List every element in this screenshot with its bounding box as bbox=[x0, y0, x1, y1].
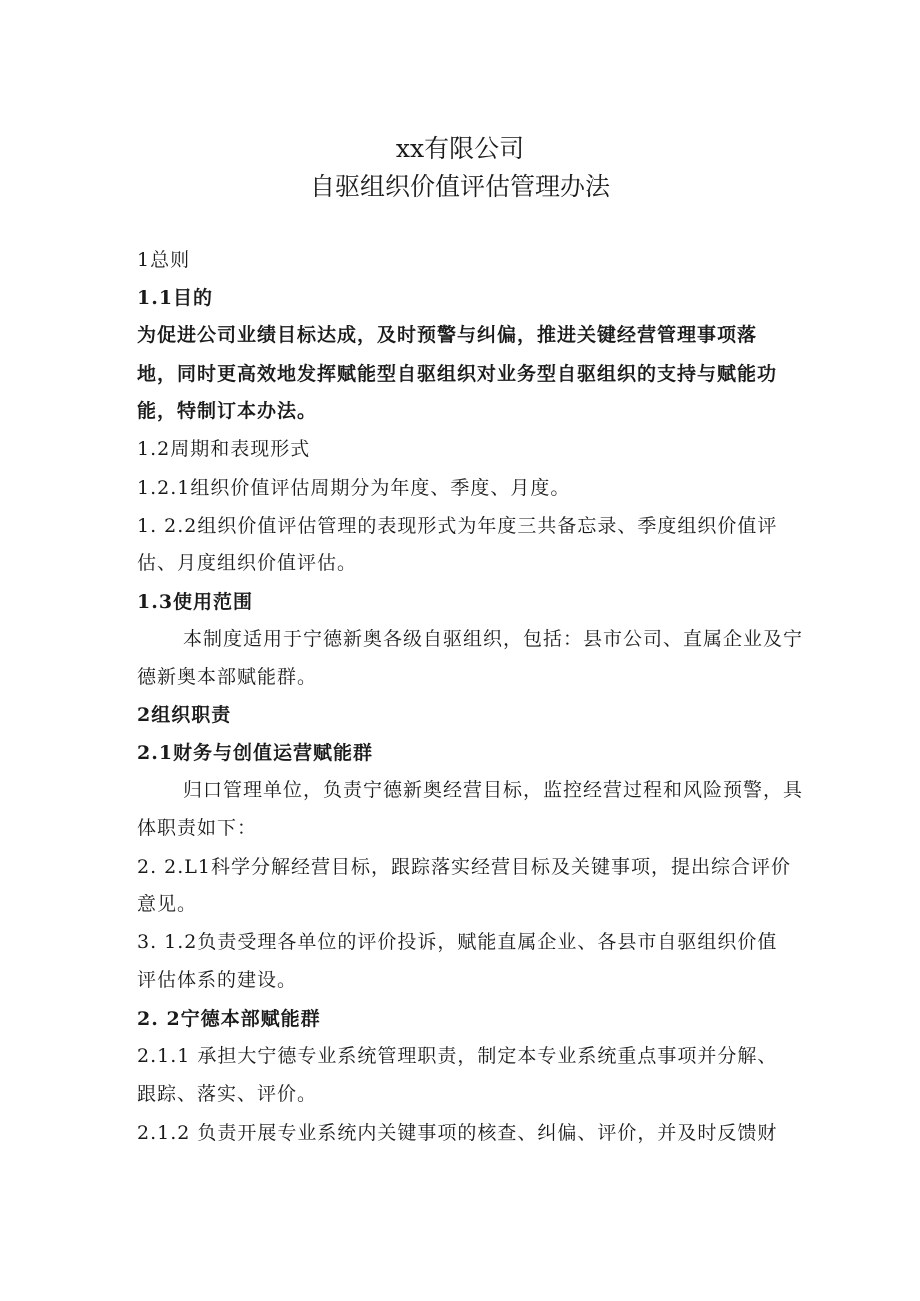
scope-line-1: 本制度适用于宁德新奥各级自驱组织，包括：县市公司、直属企业及宁 bbox=[183, 628, 804, 650]
document-title: 自驱组织价值评估管理办法 bbox=[309, 172, 610, 201]
clause-2-1-1-line-2: 跟踪、落实、评价。 bbox=[137, 1083, 318, 1105]
scope-line-2: 德新奥本部赋能群。 bbox=[137, 666, 318, 688]
clause-1-2-1: 1.2.1组织价值评估周期分为年度、季度、月度。 bbox=[137, 477, 571, 499]
company-title: xx有限公司 bbox=[395, 134, 525, 163]
clause-3-1-2-line-2: 评估体系的建设。 bbox=[137, 969, 298, 991]
section-heading-1: 1总则 bbox=[137, 249, 191, 271]
section-heading-1-3: 1.3使用范围 bbox=[137, 591, 254, 613]
clause-2-1-1-line-1: 2.1.1 承担大宁德专业系统管理职责，制定本专业系统重点事项并分解、 bbox=[137, 1045, 778, 1067]
section-heading-2-1: 2.1财务与创值运营赋能群 bbox=[137, 742, 374, 764]
purpose-line-2: 地，同时更高效地发挥赋能型自驱组织对业务型自驱组织的支持与赋能功 bbox=[137, 363, 778, 385]
clause-1-2-2-line-2: 估、月度组织价值评估。 bbox=[137, 552, 358, 574]
clause-2-2-l1-line-1: 2. 2.L1科学分解经营目标，跟踪落实经营目标及关键事项，提出综合评价 bbox=[137, 856, 792, 878]
clause-2-2-l1-line-2: 意见。 bbox=[137, 893, 198, 915]
clause-2-1-2-line-1: 2.1.2 负责开展专业系统内关键事项的核查、纠偏、评价，并及时反馈财 bbox=[137, 1122, 778, 1144]
clause-1-2-2-line-1: 1. 2.2组织价值评估管理的表现形式为年度三共备忘录、季度组织价值评 bbox=[137, 515, 778, 537]
section-heading-2-2: 2. 2宁德本部赋能群 bbox=[137, 1008, 321, 1030]
section-heading-1-1: 1.1目的 bbox=[137, 287, 214, 309]
section-heading-1-2: 1.2周期和表现形式 bbox=[137, 438, 311, 460]
purpose-line-1: 为促进公司业绩目标达成，及时预警与纠偏，推进关键经营管理事项落 bbox=[137, 324, 758, 346]
duty-intro-line-1: 归口管理单位，负责宁德新奥经营目标，监控经营过程和风险预警，具 bbox=[183, 779, 804, 801]
clause-3-1-2-line-1: 3. 1.2负责受理各单位的评价投诉，赋能直属企业、各县市自驱组织价值 bbox=[137, 931, 778, 953]
duty-intro-line-2: 体职责如下： bbox=[137, 817, 258, 839]
section-heading-2: 2组织职责 bbox=[137, 704, 232, 726]
purpose-line-3: 能，特制订本办法。 bbox=[137, 400, 318, 422]
